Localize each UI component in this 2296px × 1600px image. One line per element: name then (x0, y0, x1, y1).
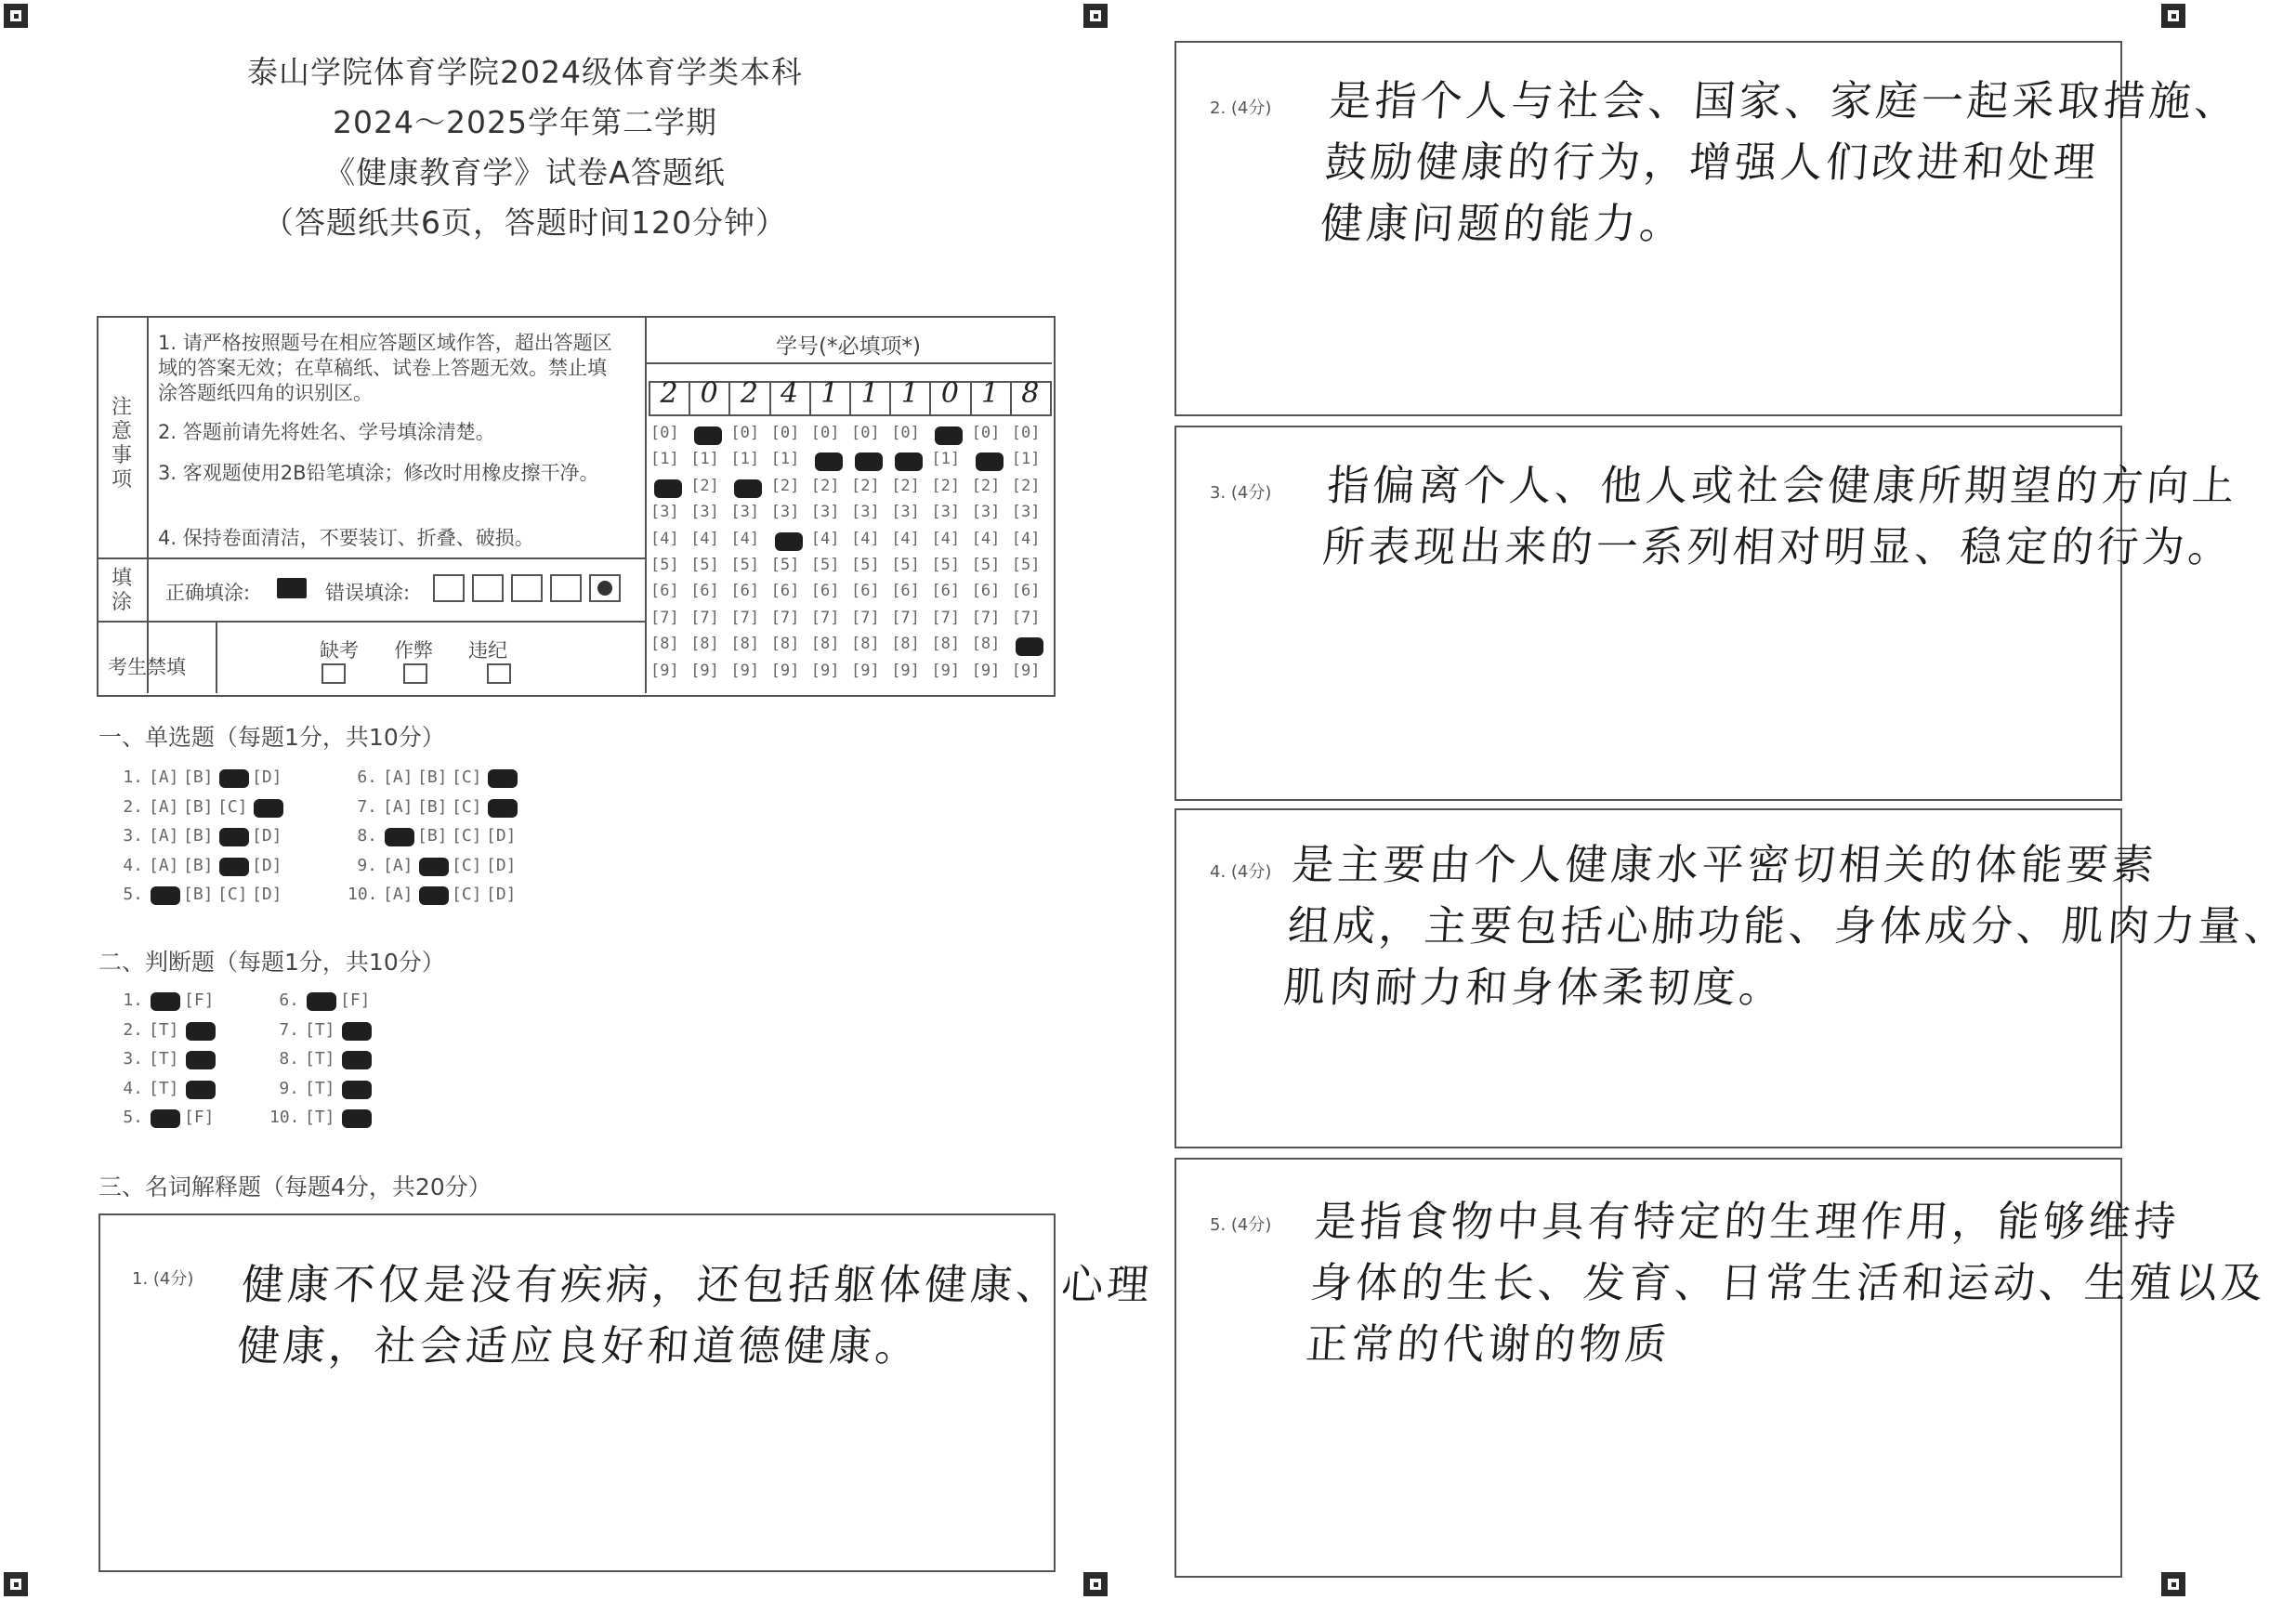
single-choice-bubble[interactable]: [C] (452, 796, 482, 817)
single-choice-bubble[interactable]: [C] (452, 826, 482, 846)
single-choice-bubble[interactable]: [D] (252, 826, 282, 846)
student-id-bubble[interactable]: [3] (770, 503, 800, 522)
student-id-bubble[interactable]: [5] (690, 556, 719, 574)
student-id-bubble-filled[interactable] (654, 479, 682, 498)
student-id-bubble[interactable]: [0] (971, 424, 1001, 442)
student-id-digit: 2 (660, 377, 678, 410)
student-id-bubble[interactable]: [5] (891, 556, 920, 574)
student-id-digit: 1 (981, 377, 1000, 410)
student-id-bubble[interactable]: [5] (971, 556, 1001, 574)
student-id-bubble-filled[interactable] (734, 479, 762, 498)
student-id-bubble[interactable]: [0] (1011, 424, 1041, 442)
true-false-bubble-filled[interactable] (186, 1081, 216, 1099)
student-id-bubble[interactable]: [9] (971, 661, 1001, 680)
answer-box-3[interactable] (1174, 426, 2240, 801)
notice-item-4: 4. 保持卷面清洁，不要装订、折叠、破损。 (158, 527, 534, 549)
single-choice-number: 6. (357, 767, 377, 787)
student-id-bubble[interactable]: [6] (851, 582, 880, 601)
student-id-bubble[interactable]: [0] (851, 424, 880, 442)
student-id-bubble-filled[interactable] (855, 452, 883, 471)
student-id-digit: 1 (860, 377, 879, 410)
student-id-digit: 0 (700, 377, 718, 410)
true-false-bubble[interactable]: [T] (149, 1078, 179, 1098)
student-id-bubble[interactable]: [8] (810, 635, 840, 654)
answer-5-label: 5. (4分) (1210, 1215, 1272, 1235)
student-id-bubble[interactable]: [4] (891, 529, 920, 548)
answer-box-4[interactable] (1174, 808, 2291, 1148)
single-choice-bubble-filled[interactable] (419, 858, 449, 876)
student-id-bubble[interactable]: [0] (770, 424, 800, 442)
staff-option-violation: 违纪 (468, 639, 507, 662)
single-choice-bubble[interactable]: [A] (383, 767, 413, 787)
student-id-bubble[interactable]: [5] (810, 556, 840, 574)
single-choice-bubble[interactable]: [C] (452, 855, 482, 875)
student-id-bubble[interactable]: [4] (810, 529, 840, 548)
student-id-bubble[interactable]: [1] (650, 450, 679, 469)
section2-title: 二、判断题（每题1分，共10分） (98, 949, 445, 976)
true-false-number: 7. (279, 1019, 299, 1040)
true-false-bubble[interactable]: [F] (184, 1108, 215, 1127)
student-id-bubble[interactable]: [5] (851, 556, 880, 574)
student-id-bubble[interactable]: [1] (690, 450, 719, 469)
student-id-bubble[interactable]: [4] (971, 529, 1001, 548)
answer-box-1[interactable] (98, 1213, 1155, 1572)
true-false-bubble-filled[interactable] (151, 992, 180, 1011)
student-id-bubble[interactable]: [5] (931, 556, 961, 574)
single-choice-bubble[interactable]: [B] (183, 885, 214, 904)
student-id-bubble[interactable]: [8] (971, 635, 1001, 654)
section1-title: 一、单选题（每题1分，共10分） (98, 724, 445, 751)
single-choice-bubble[interactable]: [B] (417, 826, 448, 846)
student-id-bubble[interactable]: [7] (891, 608, 920, 627)
true-false-number: 6. (279, 990, 299, 1010)
student-id-bubble[interactable]: [1] (770, 450, 800, 469)
true-false-bubble-filled[interactable] (151, 1109, 180, 1128)
registration-mark-bottom-right (2161, 1572, 2185, 1596)
single-choice-bubble[interactable]: [A] (149, 767, 179, 787)
student-id-bubble[interactable]: [5] (1011, 556, 1041, 574)
true-false-number: 3. (123, 1049, 143, 1069)
student-id-digit: 2 (740, 377, 758, 410)
single-choice-bubble-filled[interactable] (385, 828, 414, 846)
staff-option-cheating: 作弊 (394, 639, 433, 662)
student-id-bubble[interactable]: [9] (810, 661, 840, 680)
single-choice-bubble-filled[interactable] (488, 799, 518, 818)
single-choice-bubble[interactable]: [C] (452, 767, 482, 787)
absent-checkbox[interactable] (321, 663, 346, 684)
student-id-digit: 0 (940, 377, 959, 410)
student-id-bubble[interactable]: [8] (931, 635, 961, 654)
student-id-bubble[interactable]: [0] (650, 424, 679, 442)
single-choice-bubble[interactable]: [B] (417, 767, 448, 787)
single-choice-bubble-filled[interactable] (219, 858, 249, 876)
student-id-digit: 1 (820, 377, 839, 410)
student-id-bubble[interactable]: [8] (891, 635, 920, 654)
student-id-bubble[interactable]: [3] (851, 503, 880, 522)
answer-box-5[interactable] (1174, 1158, 2268, 1578)
student-id-bubble[interactable]: [0] (810, 424, 840, 442)
single-choice-bubble[interactable]: [A] (383, 885, 413, 904)
single-choice-bubble[interactable]: [A] (383, 796, 413, 817)
student-id-bubble[interactable]: [0] (730, 424, 760, 442)
true-false-bubble-filled[interactable] (186, 1051, 216, 1069)
single-choice-bubble[interactable]: [D] (486, 826, 517, 846)
single-choice-number: 9. (357, 855, 377, 875)
student-id-bubble-filled[interactable] (935, 426, 963, 445)
true-false-bubble[interactable]: [T] (305, 1108, 335, 1127)
student-id-bubble[interactable]: [6] (971, 582, 1001, 601)
true-false-number: 9. (279, 1078, 299, 1098)
answer-1-text: 健康不仅是没有疾病，还包括躯体健康、心理 健康，社会适应良好和道德健康。 (235, 1260, 1155, 1370)
student-id-bubble-filled[interactable] (895, 452, 923, 471)
wrong-fill-sample-4 (550, 574, 582, 602)
wrong-fill-sample-2 (472, 574, 504, 602)
student-id-bubble[interactable]: [9] (1011, 661, 1041, 680)
student-id-bubble[interactable]: [8] (690, 635, 719, 654)
single-choice-bubble-filled[interactable] (254, 799, 283, 818)
section3-title: 三、名词解释题（每题4分，共20分） (98, 1174, 492, 1200)
student-id-bubble-filled[interactable] (976, 452, 1004, 471)
student-id-bubble[interactable]: [3] (810, 503, 840, 522)
student-id-bubble[interactable]: [8] (770, 635, 800, 654)
registration-mark-top-center (1083, 4, 1108, 28)
answer-1-label: 1. (4分) (132, 1269, 194, 1289)
header-line-2: 2024～2025学年第二学期 (333, 104, 717, 140)
single-choice-number: 7. (357, 796, 377, 817)
wrong-fill-label: 错误填涂: (325, 582, 411, 604)
answer-4-label: 4. (4分) (1210, 862, 1272, 882)
single-choice-bubble[interactable]: [D] (486, 885, 517, 904)
registration-mark-top-left (4, 4, 28, 28)
student-id-bubble-filled[interactable] (694, 426, 722, 445)
true-false-bubble[interactable]: [T] (149, 1019, 179, 1040)
single-choice-bubble[interactable]: [B] (183, 796, 214, 817)
fill-label: 填涂 (111, 567, 132, 614)
student-id-bubble[interactable]: [3] (730, 503, 760, 522)
single-choice-bubble-filled[interactable] (219, 828, 249, 846)
single-choice-bubble[interactable]: [D] (252, 855, 282, 875)
true-false-bubble[interactable]: [F] (184, 990, 215, 1010)
true-false-bubble[interactable]: [F] (340, 990, 371, 1010)
student-id-bubble[interactable]: [9] (690, 661, 719, 680)
student-id-bubble[interactable]: [3] (1011, 503, 1041, 522)
student-id-bubble[interactable]: [6] (650, 582, 679, 601)
single-choice-number: 8. (357, 826, 377, 846)
student-id-bubble[interactable]: [7] (690, 608, 719, 627)
wrong-fill-sample-5 (589, 574, 621, 602)
student-id-bubble[interactable]: [2] (770, 476, 800, 495)
student-id-digit: 4 (781, 377, 799, 410)
notice-label: 注意事项 (111, 396, 132, 492)
student-id-bubble[interactable]: [3] (650, 503, 679, 522)
single-choice-bubble-filled[interactable] (151, 886, 180, 905)
true-false-bubble-filled[interactable] (342, 1051, 372, 1069)
true-false-bubble[interactable]: [T] (305, 1049, 335, 1069)
student-id-bubble[interactable]: [7] (770, 608, 800, 627)
answer-2-label: 2. (4分) (1210, 98, 1272, 118)
true-false-number: 2. (123, 1019, 143, 1040)
notice-item-1: 1. 请严格按照题号在相应答题区域作答，超出答题区域的答案无效；在草稿纸、试卷上答题无效。禁止填涂答题纸四角的识别区。 (158, 332, 612, 404)
single-choice-bubble[interactable]: [B] (183, 826, 214, 846)
true-false-bubble-filled[interactable] (186, 1022, 216, 1041)
registration-mark-top-right (2161, 4, 2185, 28)
exam-staff-label: 考生禁填 (108, 656, 186, 678)
header-line-4: （答题纸共6页，答题时间120分钟） (263, 204, 787, 241)
wrong-fill-sample-1 (433, 574, 465, 602)
student-id-bubble[interactable]: [2] (810, 476, 840, 495)
student-id-bubble[interactable]: [6] (891, 582, 920, 601)
single-choice-number: 2. (123, 796, 143, 817)
wrong-fill-sample-3 (511, 574, 543, 602)
student-id-bubble[interactable]: [2] (971, 476, 1001, 495)
single-choice-bubble[interactable]: [D] (252, 885, 282, 904)
student-id-bubble[interactable]: [6] (810, 582, 840, 601)
true-false-number: 4. (123, 1078, 143, 1098)
student-id-label: 学号(*必填项*) (776, 334, 921, 359)
student-id-bubble[interactable]: [8] (730, 635, 760, 654)
true-false-bubble[interactable]: [T] (149, 1049, 179, 1069)
student-id-bubble[interactable]: [7] (851, 608, 880, 627)
student-id-bubble[interactable]: [4] (931, 529, 961, 548)
true-false-number: 1. (123, 990, 143, 1010)
answer-3-text: 指偏离个人、他人或社会健康所期望的方向上 所表现出来的一系列相对明显、稳定的行为。 (1320, 461, 2240, 571)
student-id-bubble[interactable]: [7] (650, 608, 679, 627)
answer-4-text: 是主要由个人健康水平密切相关的体能要素 组成，主要包括心肺功能、身体成分、肌肉力量、 肌肉耐力和身体柔韧度。 (1281, 840, 2291, 1012)
true-false-bubble-filled[interactable] (342, 1109, 372, 1128)
single-choice-number: 3. (123, 826, 143, 846)
true-false-number: 5. (123, 1108, 143, 1127)
student-id-digit: 1 (900, 377, 919, 410)
student-id-bubble[interactable]: [3] (931, 503, 961, 522)
student-id-bubble[interactable]: [7] (1011, 608, 1041, 627)
single-choice-bubble[interactable]: [B] (183, 855, 214, 875)
student-id-bubble[interactable]: [6] (1011, 582, 1041, 601)
answer-2-text: 是指个人与社会、国家、家庭一起采取措施、 鼓励健康的行为，增强人们改进和处理 健康问题的能力。 (1319, 76, 2242, 248)
student-id-bubble[interactable]: [9] (891, 661, 920, 680)
staff-option-absent: 缺考 (320, 639, 359, 662)
student-id-bubble[interactable]: [4] (851, 529, 880, 548)
true-false-bubble[interactable]: [T] (305, 1078, 335, 1098)
student-id-bubble[interactable]: [4] (690, 529, 719, 548)
student-id-bubble[interactable]: [6] (730, 582, 760, 601)
single-choice-bubble[interactable]: [B] (183, 767, 214, 787)
true-false-bubble[interactable]: [T] (305, 1019, 335, 1040)
header-line-1: 泰山学院体育学院2024级体育学类本科 (247, 54, 803, 90)
answer-5-text: 是指食物中具有特定的生理作用，能够维持 身体的生长、发育、日常生活和运动、生殖以及 正常的代谢的物质 (1304, 1197, 2268, 1369)
single-choice-bubble[interactable]: [D] (252, 767, 282, 787)
answer-box-2[interactable] (1174, 41, 2242, 416)
student-id-bubble[interactable]: [5] (650, 556, 679, 574)
student-id-bubble-filled[interactable] (775, 532, 803, 551)
single-choice-bubble[interactable]: [D] (486, 855, 517, 875)
single-choice-number: 1. (123, 767, 143, 787)
header-line-3: 《健康教育学》试卷A答题纸 (324, 154, 726, 190)
student-id-bubble[interactable]: [4] (650, 529, 679, 548)
violation-checkbox[interactable] (487, 663, 511, 684)
student-id-bubble[interactable]: [7] (810, 608, 840, 627)
student-id-bubble[interactable]: [8] (851, 635, 880, 654)
student-id-bubble[interactable]: [3] (891, 503, 920, 522)
student-id-digit: 8 (1021, 377, 1040, 410)
student-id-bubble-filled[interactable] (1016, 637, 1043, 656)
student-id-bubble[interactable]: [8] (650, 635, 679, 654)
student-id-bubble[interactable]: [2] (851, 476, 880, 495)
student-id-bubble[interactable]: [7] (971, 608, 1001, 627)
single-choice-bubble[interactable]: [B] (417, 796, 448, 817)
single-choice-bubble-filled[interactable] (488, 769, 518, 788)
single-choice-bubble-filled[interactable] (219, 769, 249, 788)
true-false-number: 10. (269, 1108, 300, 1127)
student-id-bubble[interactable]: [0] (891, 424, 920, 442)
correct-fill-label: 正确填涂: (165, 582, 251, 604)
student-id-bubble[interactable]: [7] (931, 608, 961, 627)
student-id-bubble[interactable]: [3] (690, 503, 719, 522)
single-choice-bubble[interactable]: [C] (217, 796, 248, 817)
single-choice-bubble[interactable]: [A] (149, 796, 179, 817)
notice-item-2: 2. 答题前请先将姓名、学号填涂清楚。 (158, 421, 495, 443)
true-false-bubble-filled[interactable] (342, 1022, 372, 1041)
student-id-bubble[interactable]: [4] (730, 529, 760, 548)
student-id-bubble[interactable]: [2] (1011, 476, 1041, 495)
student-id-bubble[interactable]: [9] (770, 661, 800, 680)
single-choice-bubble[interactable]: [C] (452, 885, 482, 904)
student-id-bubble[interactable]: [7] (730, 608, 760, 627)
registration-mark-bottom-left (4, 1572, 28, 1596)
single-choice-bubble[interactable]: [A] (149, 826, 179, 846)
single-choice-bubble[interactable]: [A] (383, 855, 413, 875)
student-id-bubble[interactable]: [1] (1011, 450, 1041, 469)
single-choice-number: 10. (348, 885, 378, 904)
student-id-bubble[interactable]: [2] (931, 476, 961, 495)
single-choice-bubble-filled[interactable] (419, 886, 449, 905)
true-false-number: 8. (279, 1049, 299, 1069)
student-id-bubble[interactable]: [9] (931, 661, 961, 680)
notice-item-3: 3. 客观题使用2B铅笔填涂；修改时用橡皮擦干净。 (158, 462, 599, 484)
student-id-bubble[interactable]: [6] (770, 582, 800, 601)
single-choice-bubble[interactable]: [A] (149, 855, 179, 875)
student-id-bubble[interactable]: [5] (770, 556, 800, 574)
student-id-bubble[interactable]: [4] (1011, 529, 1041, 548)
registration-mark-bottom-center (1083, 1572, 1108, 1596)
student-id-bubble[interactable]: [9] (851, 661, 880, 680)
true-false-bubble-filled[interactable] (307, 992, 336, 1011)
student-id-bubble[interactable]: [6] (690, 582, 719, 601)
true-false-bubble-filled[interactable] (342, 1081, 372, 1099)
student-id-bubble[interactable]: [2] (891, 476, 920, 495)
student-id-bubble[interactable]: [2] (690, 476, 719, 495)
single-choice-number: 4. (123, 855, 143, 875)
student-id-bubble[interactable]: [3] (971, 503, 1001, 522)
student-id-bubble[interactable]: [9] (730, 661, 760, 680)
single-choice-bubble[interactable]: [C] (217, 885, 248, 904)
student-id-bubble[interactable]: [6] (931, 582, 961, 601)
single-choice-number: 5. (123, 885, 143, 904)
answer-3-label: 3. (4分) (1210, 483, 1272, 503)
student-id-bubble-filled[interactable] (815, 452, 843, 471)
student-id-bubble[interactable]: [9] (650, 661, 679, 680)
student-id-bubble[interactable]: [1] (931, 450, 961, 469)
correct-fill-sample (277, 578, 307, 598)
cheating-checkbox[interactable] (403, 663, 427, 684)
student-id-bubble[interactable]: [1] (730, 450, 760, 469)
student-id-bubble[interactable]: [5] (730, 556, 760, 574)
